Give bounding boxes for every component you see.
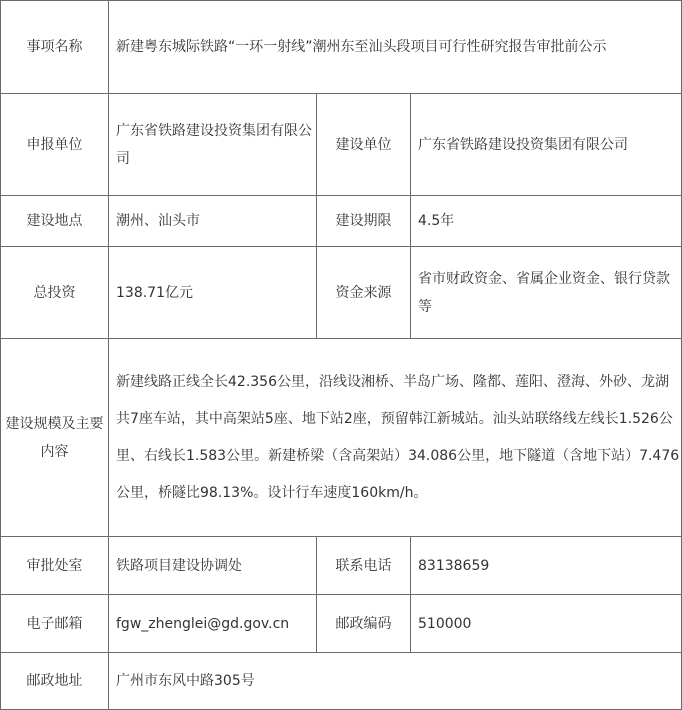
project-name-value: 新建粤东城际铁路“一环一射线”潮州东至汕头段项目可行性研究报告审批前公示 (109, 1, 682, 94)
scope-label: 建设规模及主要内容 (1, 339, 109, 537)
investment-label: 总投资 (1, 247, 109, 339)
email-label: 电子邮箱 (1, 595, 109, 653)
investment-value: 138.71亿元 (109, 247, 317, 339)
email-value: fgw_zhenglei@gd.gov.cn (109, 595, 317, 653)
period-value: 4.5年 (411, 196, 682, 247)
project-name-label: 事项名称 (1, 1, 109, 94)
phone-label: 联系电话 (317, 537, 411, 595)
row-address (1, 653, 682, 710)
fund-source-label: 资金来源 (317, 247, 411, 339)
row-investment (1, 247, 682, 339)
approval-dept-value: 铁路项目建设协调处 (109, 537, 317, 595)
location-label: 建设地点 (1, 196, 109, 247)
zip-label: 邮政编码 (317, 595, 411, 653)
applicant-label: 申报单位 (1, 94, 109, 196)
applicant-value: 广东省铁路建设投资集团有限公司 (109, 94, 317, 196)
period-label: 建设期限 (317, 196, 411, 247)
phone-value: 83138659 (411, 537, 682, 595)
row-location (1, 196, 682, 247)
row-scope (1, 339, 682, 537)
scope-value: 新建线路正线全长42.356公里，沿线设湘桥、半岛广场、隆都、莲阳、澄海、外砂、龙湖共7座车站，其中高架站5座、地下站2座，预留韩江新城站。汕头站联络线左线长1.526公里、右线长1.583公里。新建桥梁（含高架站）34.086公里，地下隧道（含地下站）7.476公里，桥隧比98.13%。设计行车速度160km/h。 (109, 339, 682, 537)
row-project-name (1, 1, 682, 94)
row-approval (1, 537, 682, 595)
row-applicant (1, 94, 682, 196)
row-email (1, 595, 682, 653)
builder-value: 广东省铁路建设投资集团有限公司 (411, 94, 682, 196)
address-label: 邮政地址 (1, 653, 109, 710)
zip-value: 510000 (411, 595, 682, 653)
location-value: 潮州、汕头市 (109, 196, 317, 247)
builder-label: 建设单位 (317, 94, 411, 196)
approval-dept-label: 审批处室 (1, 537, 109, 595)
fund-source-value: 省市财政资金、省属企业资金、银行贷款等 (411, 247, 682, 339)
address-value: 广州市东风中路305号 (109, 653, 682, 710)
